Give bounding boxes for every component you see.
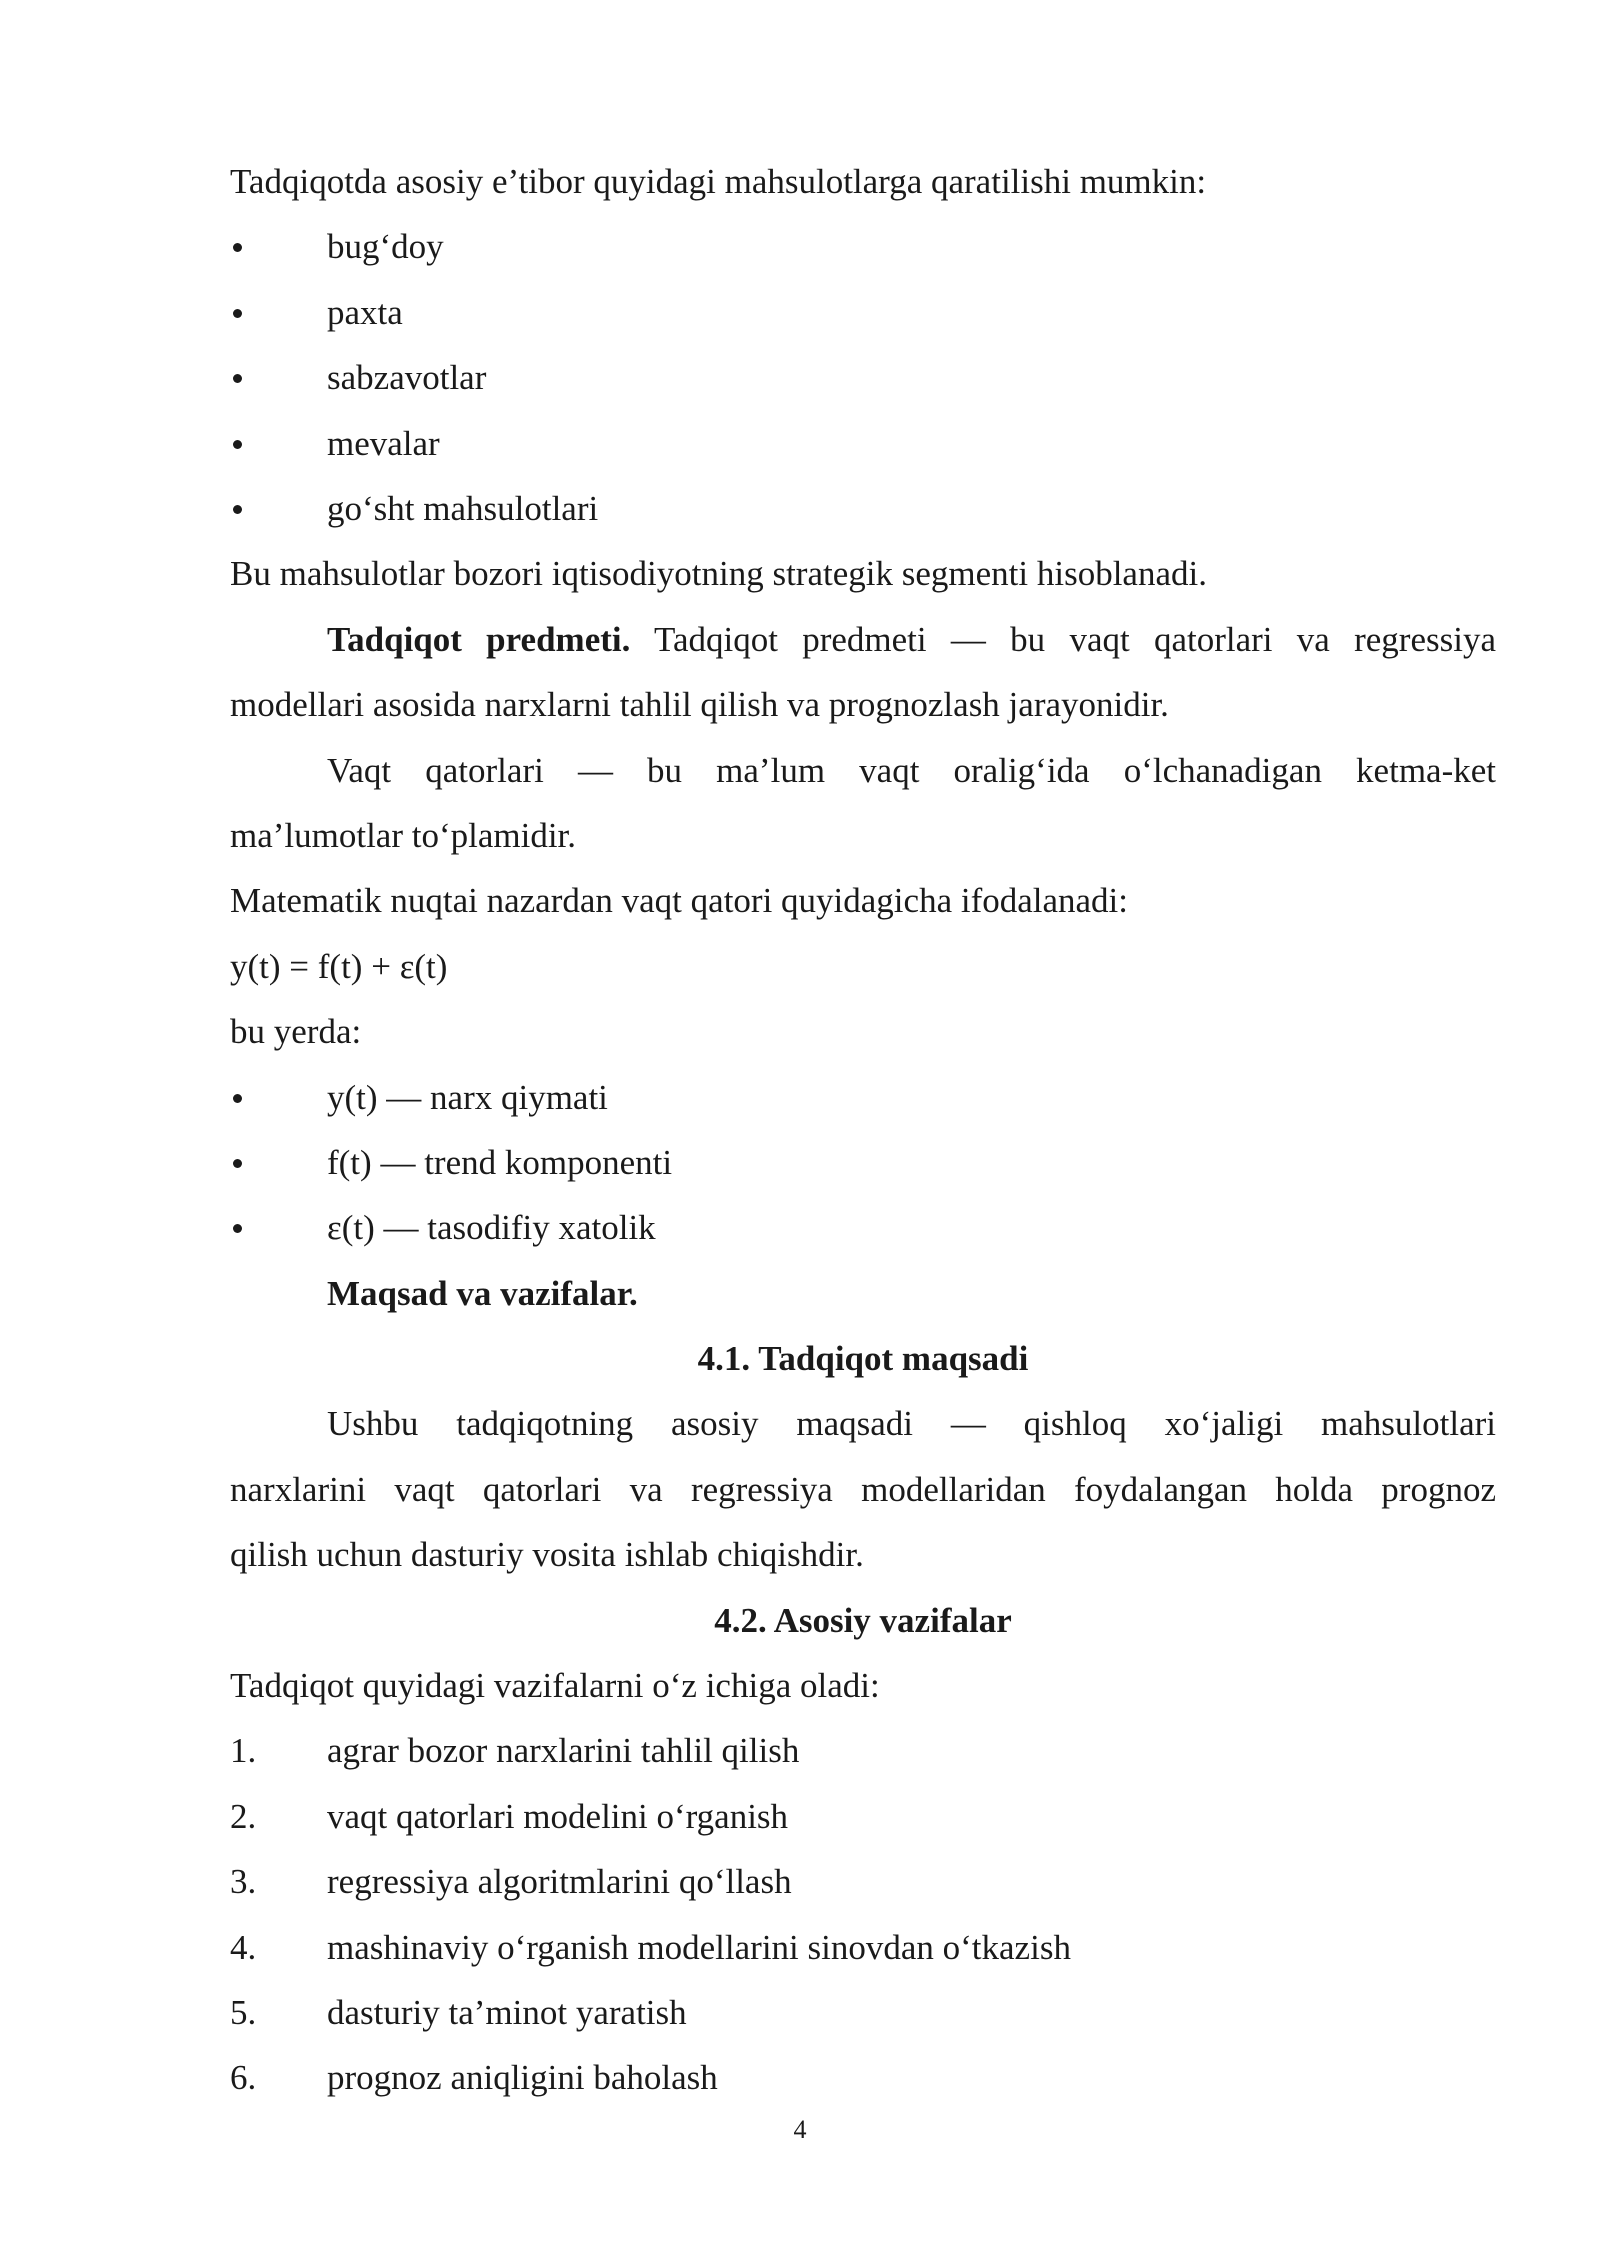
math-intro: Matematik nuqtai nazardan vaqt qatori quyidagicha ifodalanadi: bbox=[230, 881, 1129, 921]
bullet-icon bbox=[233, 1159, 242, 1168]
numbered-item bbox=[230, 1718, 1496, 1783]
numbered-item bbox=[230, 1784, 1496, 1849]
bullet-item bbox=[230, 1065, 1496, 1130]
bullet-icon bbox=[233, 374, 242, 383]
bullet-icon bbox=[233, 1224, 242, 1233]
subject-paragraph-line2: modellari asosida narxlarni tahlil qilish va prognozlash jarayonidir. bbox=[230, 685, 1169, 725]
numbered-item bbox=[230, 2045, 1496, 2110]
item-number: 5. bbox=[230, 1993, 257, 2032]
formula: y(t) = f(t) + ε(t) bbox=[230, 946, 448, 986]
task-label: dasturiy ta’minot yaratish bbox=[327, 1993, 687, 2032]
bullet-item bbox=[230, 476, 1496, 541]
time-series-definition-line1: Vaqt qatorlari — bu ma’lum vaqt oralig‘ida o‘lchanadigan ketma-ket bbox=[327, 750, 1496, 790]
bullet-icon bbox=[233, 243, 242, 252]
subject-paragraph-line1 bbox=[230, 607, 1496, 672]
section-41-line1: Ushbu tadqiqotning asosiy maqsadi — qishloq xo‘jaligi mahsulotlari bbox=[327, 1404, 1496, 1444]
section-41-line3: qilish uchun dasturiy vosita ishlab chiqishdir. bbox=[230, 1535, 864, 1575]
task-label: regressiya algoritmlarini qo‘llash bbox=[327, 1862, 792, 1902]
numbered-item bbox=[230, 1980, 1496, 2045]
product-label: mevalar bbox=[327, 423, 440, 463]
time-series-definition-line2: ma’lumotlar to‘plamidir. bbox=[230, 815, 577, 855]
bullet-icon bbox=[233, 309, 242, 318]
item-number: 1. bbox=[230, 1731, 257, 1771]
subject-label: Tadqiqot predmeti. bbox=[327, 619, 631, 659]
products-note: Bu mahsulotlar bozori iqtisodiyotning strategik segmenti hisoblanadi. bbox=[230, 554, 1207, 594]
product-label: go‘sht mahsulotlari bbox=[327, 488, 599, 528]
term-label: f(t) — trend komponenti bbox=[327, 1142, 673, 1182]
product-label: paxta bbox=[327, 292, 403, 332]
product-label: sabzavotlar bbox=[327, 358, 487, 398]
intro-paragraph: Tadqiqotda asosiy e’tibor quyidagi mahsulotlarga qaratilishi mumkin: bbox=[230, 162, 1207, 201]
section-41-line2: narxlarini vaqt qatorlari va regressiya modellaridan foydalangan holda prognoz bbox=[230, 1469, 1496, 1509]
where-label: bu yerda: bbox=[230, 1012, 362, 1052]
bullet-item bbox=[230, 214, 1496, 279]
task-label: prognoz aniqligini baholash bbox=[327, 2058, 718, 2098]
item-number: 6. bbox=[230, 2058, 257, 2098]
task-label: vaqt qatorlari modelini o‘rganish bbox=[327, 1796, 789, 1836]
document-page bbox=[230, 149, 1496, 2111]
subject-text: Tadqiqot predmeti — bu vaqt qatorlari va regressiya bbox=[654, 619, 1496, 659]
bullet-item bbox=[230, 280, 1496, 345]
term-label: y(t) — narx qiymati bbox=[327, 1077, 608, 1117]
item-number: 2. bbox=[230, 1796, 257, 1836]
bullet-item bbox=[230, 345, 1496, 410]
section-42-title: 4.2. Asosiy vazifalar bbox=[714, 1600, 1012, 1640]
bullet-item bbox=[230, 1195, 1496, 1260]
bullet-item bbox=[230, 411, 1496, 476]
bullet-icon bbox=[233, 505, 242, 514]
bullet-icon bbox=[233, 440, 242, 449]
section-42-intro: Tadqiqot quyidagi vazifalarni o‘z ichiga oladi: bbox=[230, 1666, 880, 1706]
task-label: agrar bozor narxlarini tahlil qilish bbox=[327, 1731, 800, 1771]
section-41-title: 4.1. Tadqiqot maqsadi bbox=[697, 1339, 1029, 1379]
bullet-icon bbox=[233, 1094, 242, 1103]
task-label: mashinaviy o‘rganish modellarini sinovdan o‘tkazish bbox=[327, 1927, 1071, 1967]
bullet-item bbox=[230, 1130, 1496, 1195]
term-label: ε(t) — tasodifiy xatolik bbox=[327, 1208, 656, 1248]
product-label: bug‘doy bbox=[327, 227, 444, 267]
page-number: 4 bbox=[793, 2115, 807, 2144]
item-number: 4. bbox=[230, 1927, 257, 1967]
goals-heading: Maqsad va vazifalar. bbox=[327, 1273, 638, 1313]
item-number: 3. bbox=[230, 1862, 257, 1902]
numbered-item bbox=[230, 1915, 1496, 1980]
numbered-item bbox=[230, 1849, 1496, 1914]
